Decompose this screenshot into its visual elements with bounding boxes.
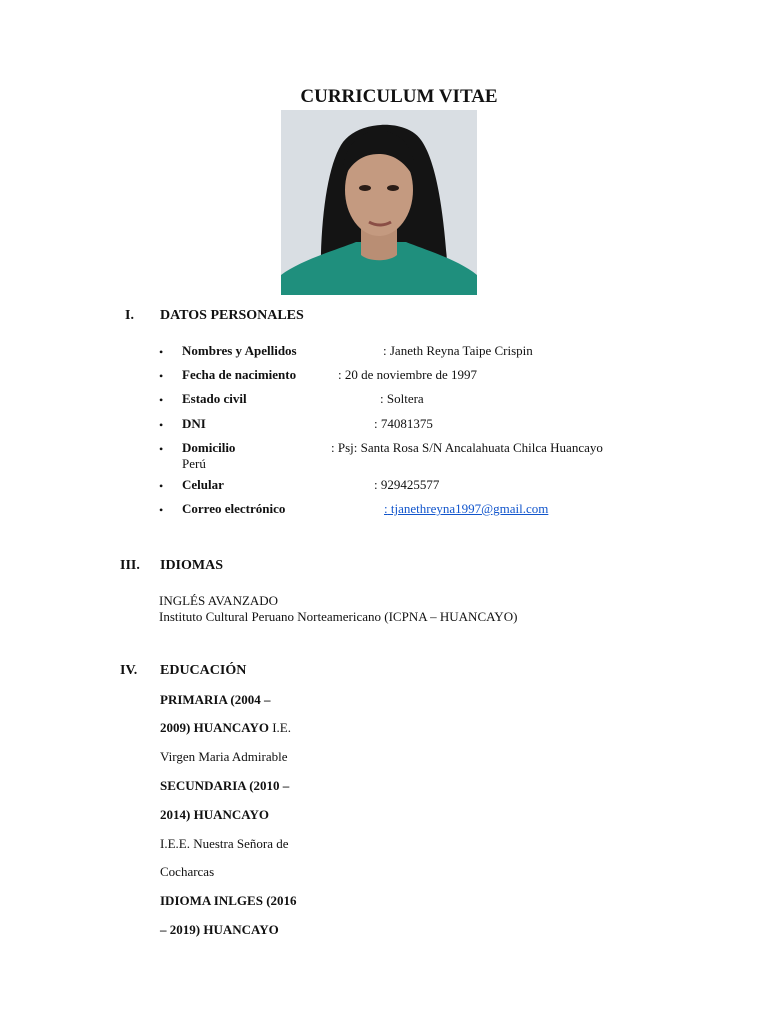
- education-line: Cocharcas: [160, 864, 215, 879]
- value-email-wrap: [384, 501, 548, 517]
- bullet: •: [159, 345, 164, 359]
- profile-photo: [281, 110, 477, 295]
- education-line: Virgen Maria Admirable: [160, 749, 288, 764]
- section-number-languages: III.: [120, 558, 140, 573]
- value-phone: : 929425577: [374, 477, 440, 492]
- email-link[interactable]: tjanethreyna1997@gmail.com: [387, 501, 549, 516]
- label-email: Correo electrónico: [182, 501, 286, 516]
- education-line: – 2019) HUANCAYO: [160, 922, 279, 937]
- education-line: I.E.E. Nuestra Señora de: [160, 836, 289, 851]
- bullet: •: [159, 369, 164, 383]
- bullet: •: [159, 393, 164, 407]
- language-institute: Instituto Cultural Peruano Norteamericano (ICPNA – HUANCAYO): [159, 609, 518, 624]
- label-birth-date: Fecha de nacimiento: [182, 367, 297, 382]
- section-heading-education: EDUCACIÓN: [160, 663, 247, 678]
- education-line: 2014) HUANCAYO: [160, 807, 269, 822]
- document-title: CURRICULUM VITAE: [300, 86, 498, 107]
- section-heading-personal: DATOS PERSONALES: [160, 308, 304, 323]
- portrait-image: [281, 110, 477, 295]
- section-heading-languages: IDIOMAS: [160, 558, 224, 573]
- education-line: 2009) HUANCAYO I.E.: [160, 720, 291, 735]
- education-line: IDIOMA INLGES (2016: [160, 893, 297, 908]
- bullet: •: [159, 503, 164, 517]
- label-phone: Celular: [182, 477, 224, 492]
- bullet: •: [159, 479, 164, 493]
- value-dni: : 74081375: [374, 416, 433, 431]
- bullet: •: [159, 418, 164, 432]
- value-full-name: : Janeth Reyna Taipe Crispin: [383, 343, 533, 358]
- label-full-name: Nombres y Apellidos: [182, 343, 297, 358]
- label-dni: DNI: [182, 416, 206, 431]
- value-civil-status: : Soltera: [380, 391, 424, 406]
- label-civil-status: Estado civil: [182, 391, 247, 406]
- bullet: •: [159, 442, 164, 456]
- language-level: INGLÉS AVANZADO: [159, 593, 279, 608]
- email-separator: :: [384, 501, 388, 516]
- education-line: PRIMARIA (2004 –: [160, 692, 271, 707]
- label-address: Domicilio: [182, 440, 236, 455]
- section-number-personal: I.: [125, 308, 134, 323]
- section-number-education: IV.: [120, 663, 138, 678]
- value-address: : Psj: Santa Rosa S/N Ancalahuata Chilca Huancayo: [331, 440, 603, 455]
- education-line: SECUNDARIA (2010 –: [160, 778, 290, 793]
- value-birth-date: : 20 de noviembre de 1997: [338, 367, 477, 382]
- value-address-country: Perú: [182, 456, 206, 471]
